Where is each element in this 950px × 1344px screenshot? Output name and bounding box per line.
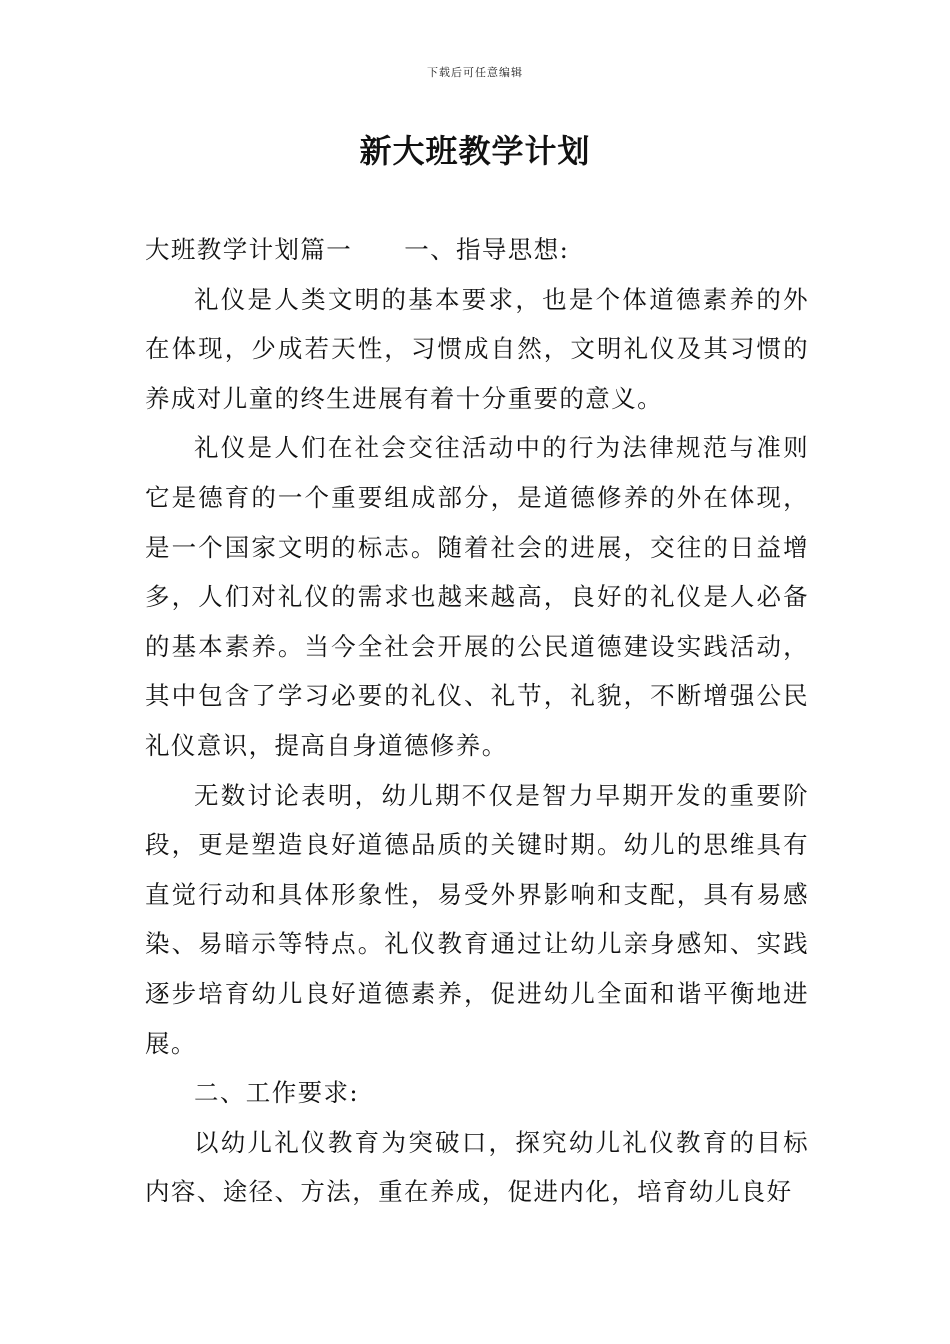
paragraph-1: 礼仪是人类文明的基本要求，也是个体道德素养的外在体现，少成若天性，习惯成自然，文明礼仪及其习惯的养成对儿童的终生进展有着十分重要的意义。	[145, 284, 809, 413]
section-heading-work-requirements: 二、工作要求:	[194, 1078, 360, 1108]
section-name: 大班教学计划篇一	[145, 235, 353, 264]
paragraph-2: 礼仪是人们在社会交往活动中的行为法律规范与准则它是德育的一个重要组成部分，是道德修养的外在体现，是一个国家文明的标志。随着社会的进展，交往的日益增多，人们对礼仪的需求也越来越高，良好的礼仪是人必备的基本素养。当今全社会开展的公民道德建设实践活动，其中包含了学习必要的礼仪、礼节，礼貌，不断增强公民礼仪意识，提高自身道德修养。	[145, 433, 809, 760]
intro-line	[145, 225, 809, 275]
document-title: 新大班教学计划	[359, 132, 591, 170]
section-heading-guiding-ideology: 一、指导思想:	[404, 235, 570, 264]
paragraph-3: 无数讨论表明，幼儿期不仅是智力早期开发的重要阶段，更是塑造良好道德品质的关键时期。幼儿的思维具有直觉行动和具体形象性，易受外界影响和支配，具有易感染、易暗示等特点。礼仪教育通过让幼儿亲身感知、实践逐步培育幼儿良好道德素养，促进幼儿全面和谐平衡地进展。	[145, 780, 809, 1058]
document-body	[145, 225, 809, 1217]
header-note: 下载后可任意编辑	[427, 66, 523, 79]
paragraph-4: 以幼儿礼仪教育为突破口，探究幼儿礼仪教育的目标内容、途径、方法，重在养成，促进内化，培育幼儿良好	[145, 1127, 809, 1207]
